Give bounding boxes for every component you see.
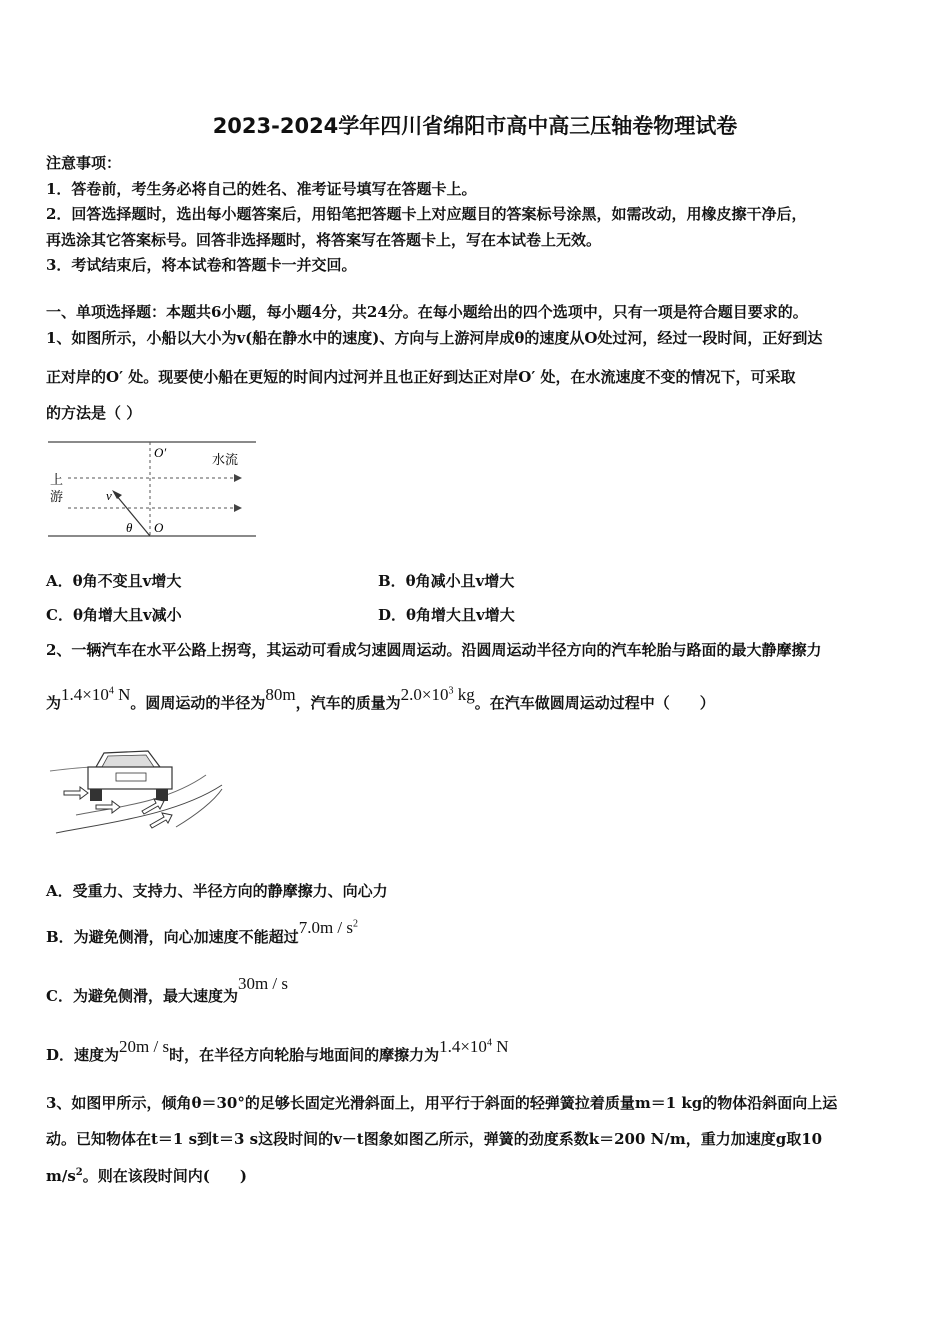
q2-option-b: B．为避免侧滑，向心加速度不能超过$7.0m / s^2$: [46, 918, 358, 946]
upstream-label-2: 游: [50, 489, 64, 504]
q1-option-c: C．θ角增大且v减小: [46, 606, 182, 624]
theta-label: θ: [126, 520, 133, 535]
q2-option-d: D．速度为20m / s时，在半径方向轮胎与地面间的摩擦力为$1.4\times 10^4$ N: [46, 1037, 509, 1064]
o-label: O: [154, 520, 164, 535]
q1-stem-line: 正对岸的O′ 处。现要使小船在更短的时间内过河并且也正好到达正对岸O′ 处，在水流速度不变的情况下，可采取: [46, 368, 796, 386]
q3-stem-line: 动。已知物体在t＝1 s到t＝3 s这段时间的v－t图象如图乙所示，弹簧的劲度系数k＝200 N/m，重力加速度g取10: [46, 1130, 823, 1148]
note-line: 再选涂其它答案标号。回答非选择题时，将答案写在答题卡上，写在本试卷上无效。: [46, 231, 602, 249]
force-value: 1.4×10: [61, 685, 109, 704]
page-title: 2023-2024学年四川省绵阳市高中高三压轴卷物理试卷: [212, 114, 738, 138]
water-flow-label: 水流: [212, 452, 239, 467]
river-boat-figure: [46, 438, 260, 540]
q2-stem-line2: 为$1.4\times 10^4$ N。圆周运动的半径为80m，汽车的质量为$2.0\times 10^3$ kg。在汽车做圆周运动过程中（ ）: [46, 685, 715, 712]
q2-option-a: A．受重力、支持力、半径方向的静摩擦力、向心力: [46, 882, 388, 900]
q3-stem-line3: $m/s^2$。则在该段时间内( ): [46, 1167, 247, 1185]
friction-value: 1.4×10: [439, 1037, 487, 1056]
section-heading: 一、单项选择题：本题共6小题，每小题4分，共24分。在每小题给出的四个选项中，只有一项是符合题目要求的。: [46, 303, 808, 321]
max-speed-value: 30m / s: [237, 974, 289, 993]
q1-stem-line: 的方法是（ ）: [46, 404, 142, 422]
q3-stem-line: 3、如图甲所示，倾角θ＝30°的足够长固定光滑斜面上，用平行于斜面的轻弹簧拉着质量m＝1 kg的物体沿斜面向上运: [46, 1094, 838, 1112]
v-label: v: [106, 488, 112, 503]
q2-stem-line: 2、一辆汽车在水平公路上拐弯，其运动可看成匀速圆周运动。沿圆周运动半径方向的汽车轮胎与路面的最大静摩擦力: [46, 641, 822, 659]
note-line: 3．考试结束后，将本试卷和答题卡一并交回。: [46, 256, 357, 274]
notes-heading: 注意事项：: [46, 154, 122, 172]
q1-option-b: B．θ角减小且v增大: [378, 572, 515, 590]
q1-stem-line: 1、如图所示，小船以大小为v(船在静水中的速度)、方向与上游河岸成θ的速度从O处过河，经过一段时间，正好到达: [46, 329, 823, 347]
accel-value: 7.0m / s: [298, 918, 353, 937]
q1-option-d: D．θ角增大且v增大: [378, 606, 515, 624]
note-line: 1．答卷前，考生务必将自己的姓名、准考证号填写在答题卡上。: [46, 180, 477, 198]
o-prime-label: O′: [154, 445, 167, 460]
radius-value: 80m: [265, 685, 296, 704]
note-line: 2．回答选择题时，选出每小题答案后，用铅笔把答题卡上对应题目的答案标号涂黑，如需改动，用橡皮擦干净后，: [46, 205, 807, 223]
speed-value: 20m / s: [119, 1037, 170, 1056]
mass-value: 2.0×10: [400, 685, 449, 704]
q1-option-a: A．θ角不变且v增大: [46, 572, 182, 590]
car-turning-figure: [46, 745, 226, 837]
q2-option-c: C．为避免侧滑，最大速度为30m / s: [46, 974, 289, 1005]
upstream-label-1: 上: [50, 472, 64, 487]
